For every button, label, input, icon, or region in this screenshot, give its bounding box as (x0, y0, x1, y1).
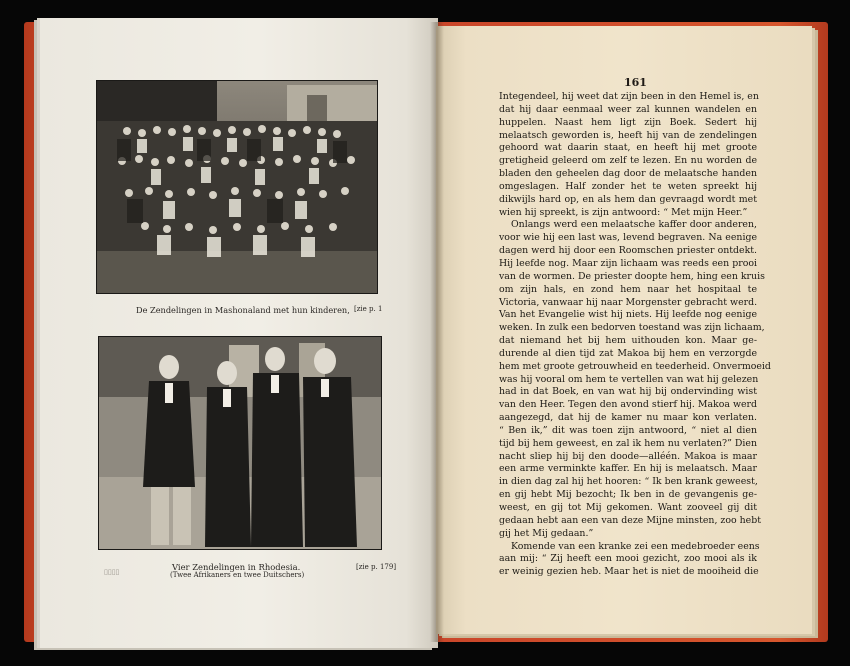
text-line: voor wie hij een last was, levend begraven. Na eenige (499, 232, 757, 244)
text-line: van de wormen. De priester doopte hem, hing een kruis (499, 270, 765, 282)
group-photo-illustration (97, 81, 377, 293)
text-line: weken. In zulk een bedorven toestand was zijn lichaam, (499, 322, 765, 334)
text-line: om zijn hals, en zond hem naar het hospitaal te (499, 283, 757, 295)
text-line: gretigheid geleerd om zelf te lezen. En nu worden de (499, 155, 757, 167)
photo-caption-bottom: Vier Zendelingen in Rhodesia. (172, 562, 301, 572)
text-line: gehoord wat daarin staat, en heeft hij met groote (499, 142, 757, 154)
text-line: nacht sliep hij bij den doode—alléén. Makoa is maar (499, 450, 757, 462)
text-line: Van het Evangelie wist hij niets. Hij leefde nog eenige (499, 309, 757, 321)
photo-missionaries-group (96, 80, 378, 294)
text-line: Hij leefde nog. Maar zijn lichaam was reeds een prooi (499, 257, 757, 269)
four-men-photo-illustration (99, 337, 381, 549)
text-line: dagen werd hij door een Roomschen priester ontdekt. (499, 245, 757, 257)
text-line: een arme verminkte kaffer. En hij is melaatsch. Maar (499, 463, 757, 475)
text-line: gedaan hebt aan een van deze Mijne minsten, zoo hebt (499, 514, 761, 526)
text-line: huppelen. Naast hem ligt zijn Boek. Sedert hij (499, 116, 757, 128)
page-marking: ▯▯▯▯ (104, 568, 120, 576)
text-line: er weinig gezien heb. Maar het is niet de mooiheid die (499, 566, 759, 578)
text-line: hem met groote getrouwheid en teederheid. Onvermoeid (499, 360, 771, 372)
text-line: Onlangs werd een melaatsche kaffer door anderen, (511, 219, 757, 231)
text-line: dikwijls hard op, en als hem dan gevraagd wordt met (499, 193, 757, 205)
text-line: tijd bij hem geweest, en zal ik hem nu verlaten?” Dien (499, 437, 757, 449)
text-line: melaatsch geworden is, heeft hij van de zendelingen (499, 129, 757, 141)
text-line: gij het Mij gedaan.” (499, 527, 594, 539)
text-line: weest, en gij tot Mij gekomen. Want zooveel gij dit (499, 502, 757, 513)
photo-subcaption-bottom: (Twee Afrikaners en twee Duitschers) (170, 571, 305, 579)
text-line: in dien dag zal hij het hooren: “ Ik ben krank geweest, (499, 476, 758, 488)
text-line: Komende van een kranke zei een medebroeder eens (511, 540, 760, 552)
text-line: en gij hebt Mij bezocht; Ik ben in de gevangenis ge- (499, 489, 757, 501)
text-line: wien hij spreekt, is zijn antwoord: “ Met mijn Heer.” (499, 206, 748, 218)
page-number: 161 (624, 76, 647, 89)
text-line: durende al dien tijd zat Makoa bij hem en verzorgde (499, 347, 757, 359)
text-line: van den Heer. Tegen den avond stierf hij. Makoa werd (499, 399, 758, 411)
body-text (499, 91, 771, 579)
photo-four-missionaries (98, 336, 382, 550)
book-gutter (430, 22, 444, 642)
text-line: omgeslagen. Half zonder het te weten spreekt hij (499, 180, 757, 192)
photo-caption-top: De Zendelingen in Mashonaland met hun kinderen, (136, 305, 350, 315)
photo-reference-bottom: [zie p. 179] (356, 563, 397, 571)
text-line: was hij vooral om hem te vertellen van wat hij gelezen (499, 373, 759, 385)
text-line: “ Ben ik,” dit was toen zijn antwoord, “ niet al dien (499, 424, 757, 436)
text-line: dat niemand het bij hem uithouden kon. Maar ge- (499, 335, 757, 347)
text-line: had in dat Boek, en van wat hij bij ondervinding wist (499, 386, 757, 398)
text-line: Integendeel, hij weet dat zijn been in den Hemel is, en (499, 91, 759, 102)
photo-reference-top: [zie p. 1 (354, 305, 383, 313)
text-line: bladen den geheelen dag door de melaatsche handen (499, 168, 757, 180)
text-line: dat hij daar eenmaal weer zal kunnen wandelen en (499, 103, 757, 115)
text-line: aangezegd, dat hij de kamer nu maar kon verlaten. (499, 412, 757, 424)
text-line: Victoria, vanwaar hij naar Morgenster gebracht werd. (499, 296, 758, 308)
text-line: aan mij: “ Zij heeft een mooi gezicht, zoo mooi als ik (499, 553, 757, 565)
